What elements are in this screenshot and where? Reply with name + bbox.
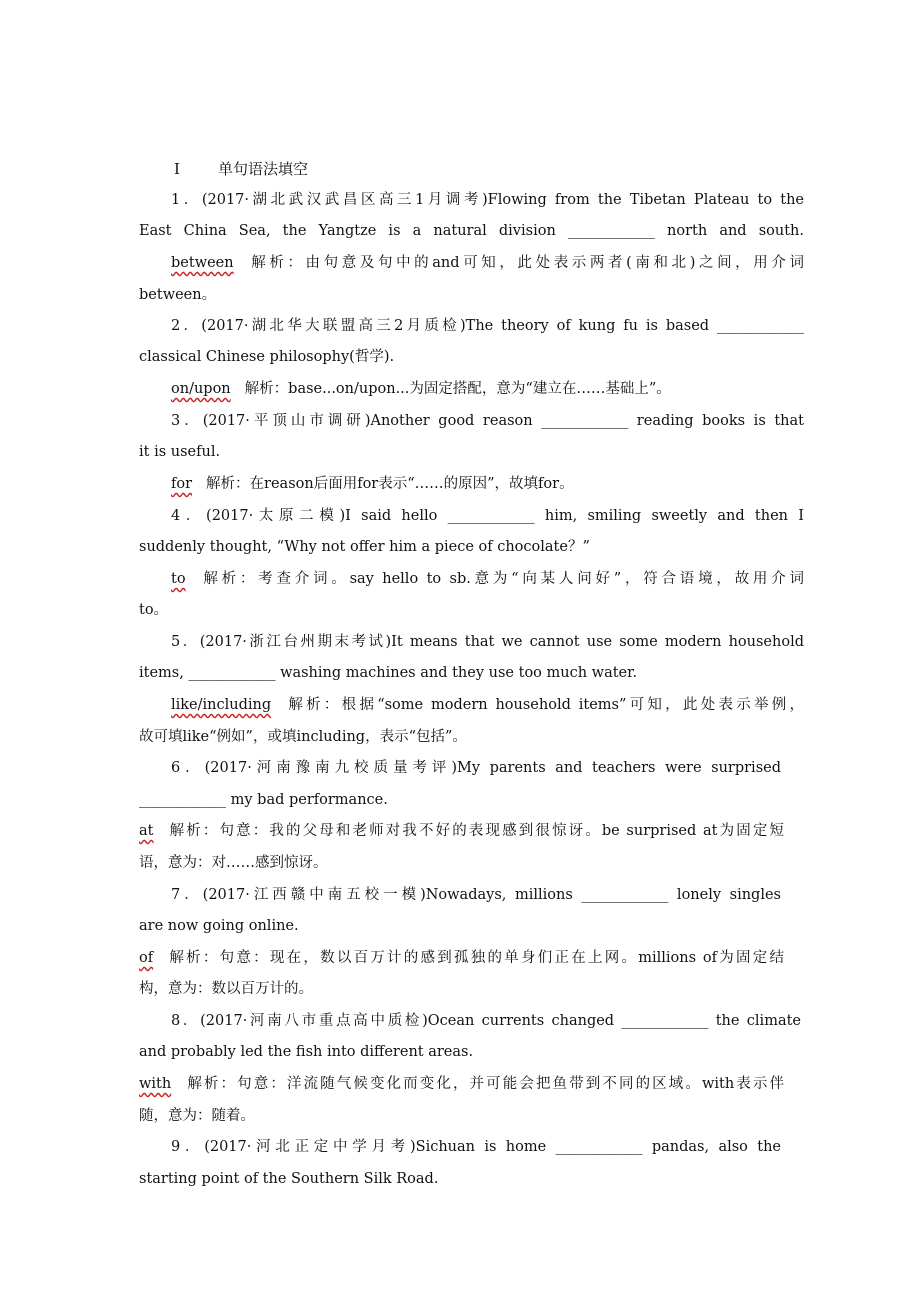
q5-line1: 5．(2017·浙江台州期末考试)It means that we cannot use some modern household <box>171 634 804 650</box>
q1-line2: East China Sea, the Yangtze is a natural division ____________ north and south. <box>139 223 804 239</box>
q7-line1: 7．(2017·江西赣中南五校一模)Nowadays, millions ____________ lonely singles <box>171 887 781 903</box>
q4-line1: 4．(2017·太原二模)I said hello ____________ him, smiling sweetly and then I <box>171 508 804 524</box>
q7-explanation <box>139 948 784 968</box>
q8-line1: 8．(2017·河南八市重点高中质检)Ocean currents changed ____________ the climate <box>171 1013 801 1029</box>
q6-expl1: 解析：句意：我的父母和老师对我不好的表现感到很惊讶。be surprised at为固定短 <box>167 823 784 839</box>
q2-line1: 2．(2017·湖北华大联盟高三2月质检)The theory of kung fu is based ____________ <box>171 318 804 334</box>
q9-line2: starting point of the Southern Silk Road. <box>139 1171 439 1187</box>
q4-expl1: 解析：考查介词。say hello to sb.意为“向某人问好”，符合语境，故用介词 <box>199 571 804 587</box>
q3-explanation <box>171 474 804 494</box>
q1-expl1: 解析：由句意及句中的and可知，此处表示两者(南和北)之间，用介词 <box>247 255 804 271</box>
q6-explanation <box>139 821 784 841</box>
q8-answer: with <box>139 1076 172 1092</box>
q8-expl2: 随，意为：随着。 <box>139 1108 255 1124</box>
q7-expl1: 解析：句意：现在，数以百万计的感到孤独的单身们正在上网。millions of为固定结 <box>167 950 784 966</box>
q8-explanation <box>139 1074 784 1094</box>
q1-expl2: between。 <box>139 287 217 303</box>
q3-expl1: 解析：在reason后面用for表示“……的原因”，故填for。 <box>206 476 574 492</box>
q5-expl2: 故可填like“例如”，或填including，表示“包括”。 <box>139 729 467 745</box>
q7-expl2: 构，意为：数以百万计的。 <box>139 981 313 997</box>
q1-line1: 1．(2017·湖北武汉武昌区高三1月调考)Flowing from the Tibetan Plateau to the <box>171 192 804 208</box>
q2-line2: classical Chinese philosophy(哲学). <box>139 349 395 365</box>
q4-line2: suddenly thought, “Why not offer him a piece of chocolate？” <box>139 539 590 555</box>
q3-answer: for <box>171 476 193 492</box>
q1-answer: between <box>171 255 234 271</box>
q6-line2: ____________ my bad performance. <box>139 792 388 808</box>
q9-line1: 9．(2017·河北正定中学月考)Sichuan is home ____________ pandas, also the <box>171 1139 781 1155</box>
q7-line2: are now going online. <box>139 918 299 934</box>
q6-expl2: 语，意为：对……感到惊讶。 <box>139 855 328 871</box>
q2-expl1: 解析：base...on/upon...为固定搭配，意为“建立在……基础上”。 <box>244 381 671 397</box>
q2-answer: on/upon <box>171 381 231 397</box>
q2-explanation <box>171 379 804 399</box>
q4-expl2: to。 <box>139 602 169 618</box>
q3-line2: it is useful. <box>139 444 221 460</box>
q4-answer: to <box>171 571 186 587</box>
q4-explanation <box>171 569 804 589</box>
q6-line1: 6．(2017·河南豫南九校质量考评)My parents and teachers were surprised <box>171 760 781 776</box>
q1-explanation <box>171 253 804 273</box>
section-title: 单句语法填空 <box>218 160 309 178</box>
q3-line1: 3．(2017·平顶山市调研)Another good reason ____________ reading books is that <box>171 413 804 429</box>
q5-explanation <box>171 695 804 715</box>
q8-line2: and probably led the fish into different areas. <box>139 1044 474 1060</box>
q5-line2: items, ____________ washing machines and they use too much water. <box>139 665 638 681</box>
section-heading <box>174 158 308 180</box>
q5-answer: like/including <box>171 697 272 713</box>
q5-expl1: 解析：根据“some modern household items”可知，此处表示举例， <box>285 697 804 713</box>
q8-expl1: 解析：句意：洋流随气候变化而变化，并可能会把鱼带到不同的区域。with表示伴 <box>185 1076 784 1092</box>
section-numeral: Ⅰ <box>174 160 180 178</box>
q6-answer: at <box>139 823 154 839</box>
q7-answer: of <box>139 950 154 966</box>
